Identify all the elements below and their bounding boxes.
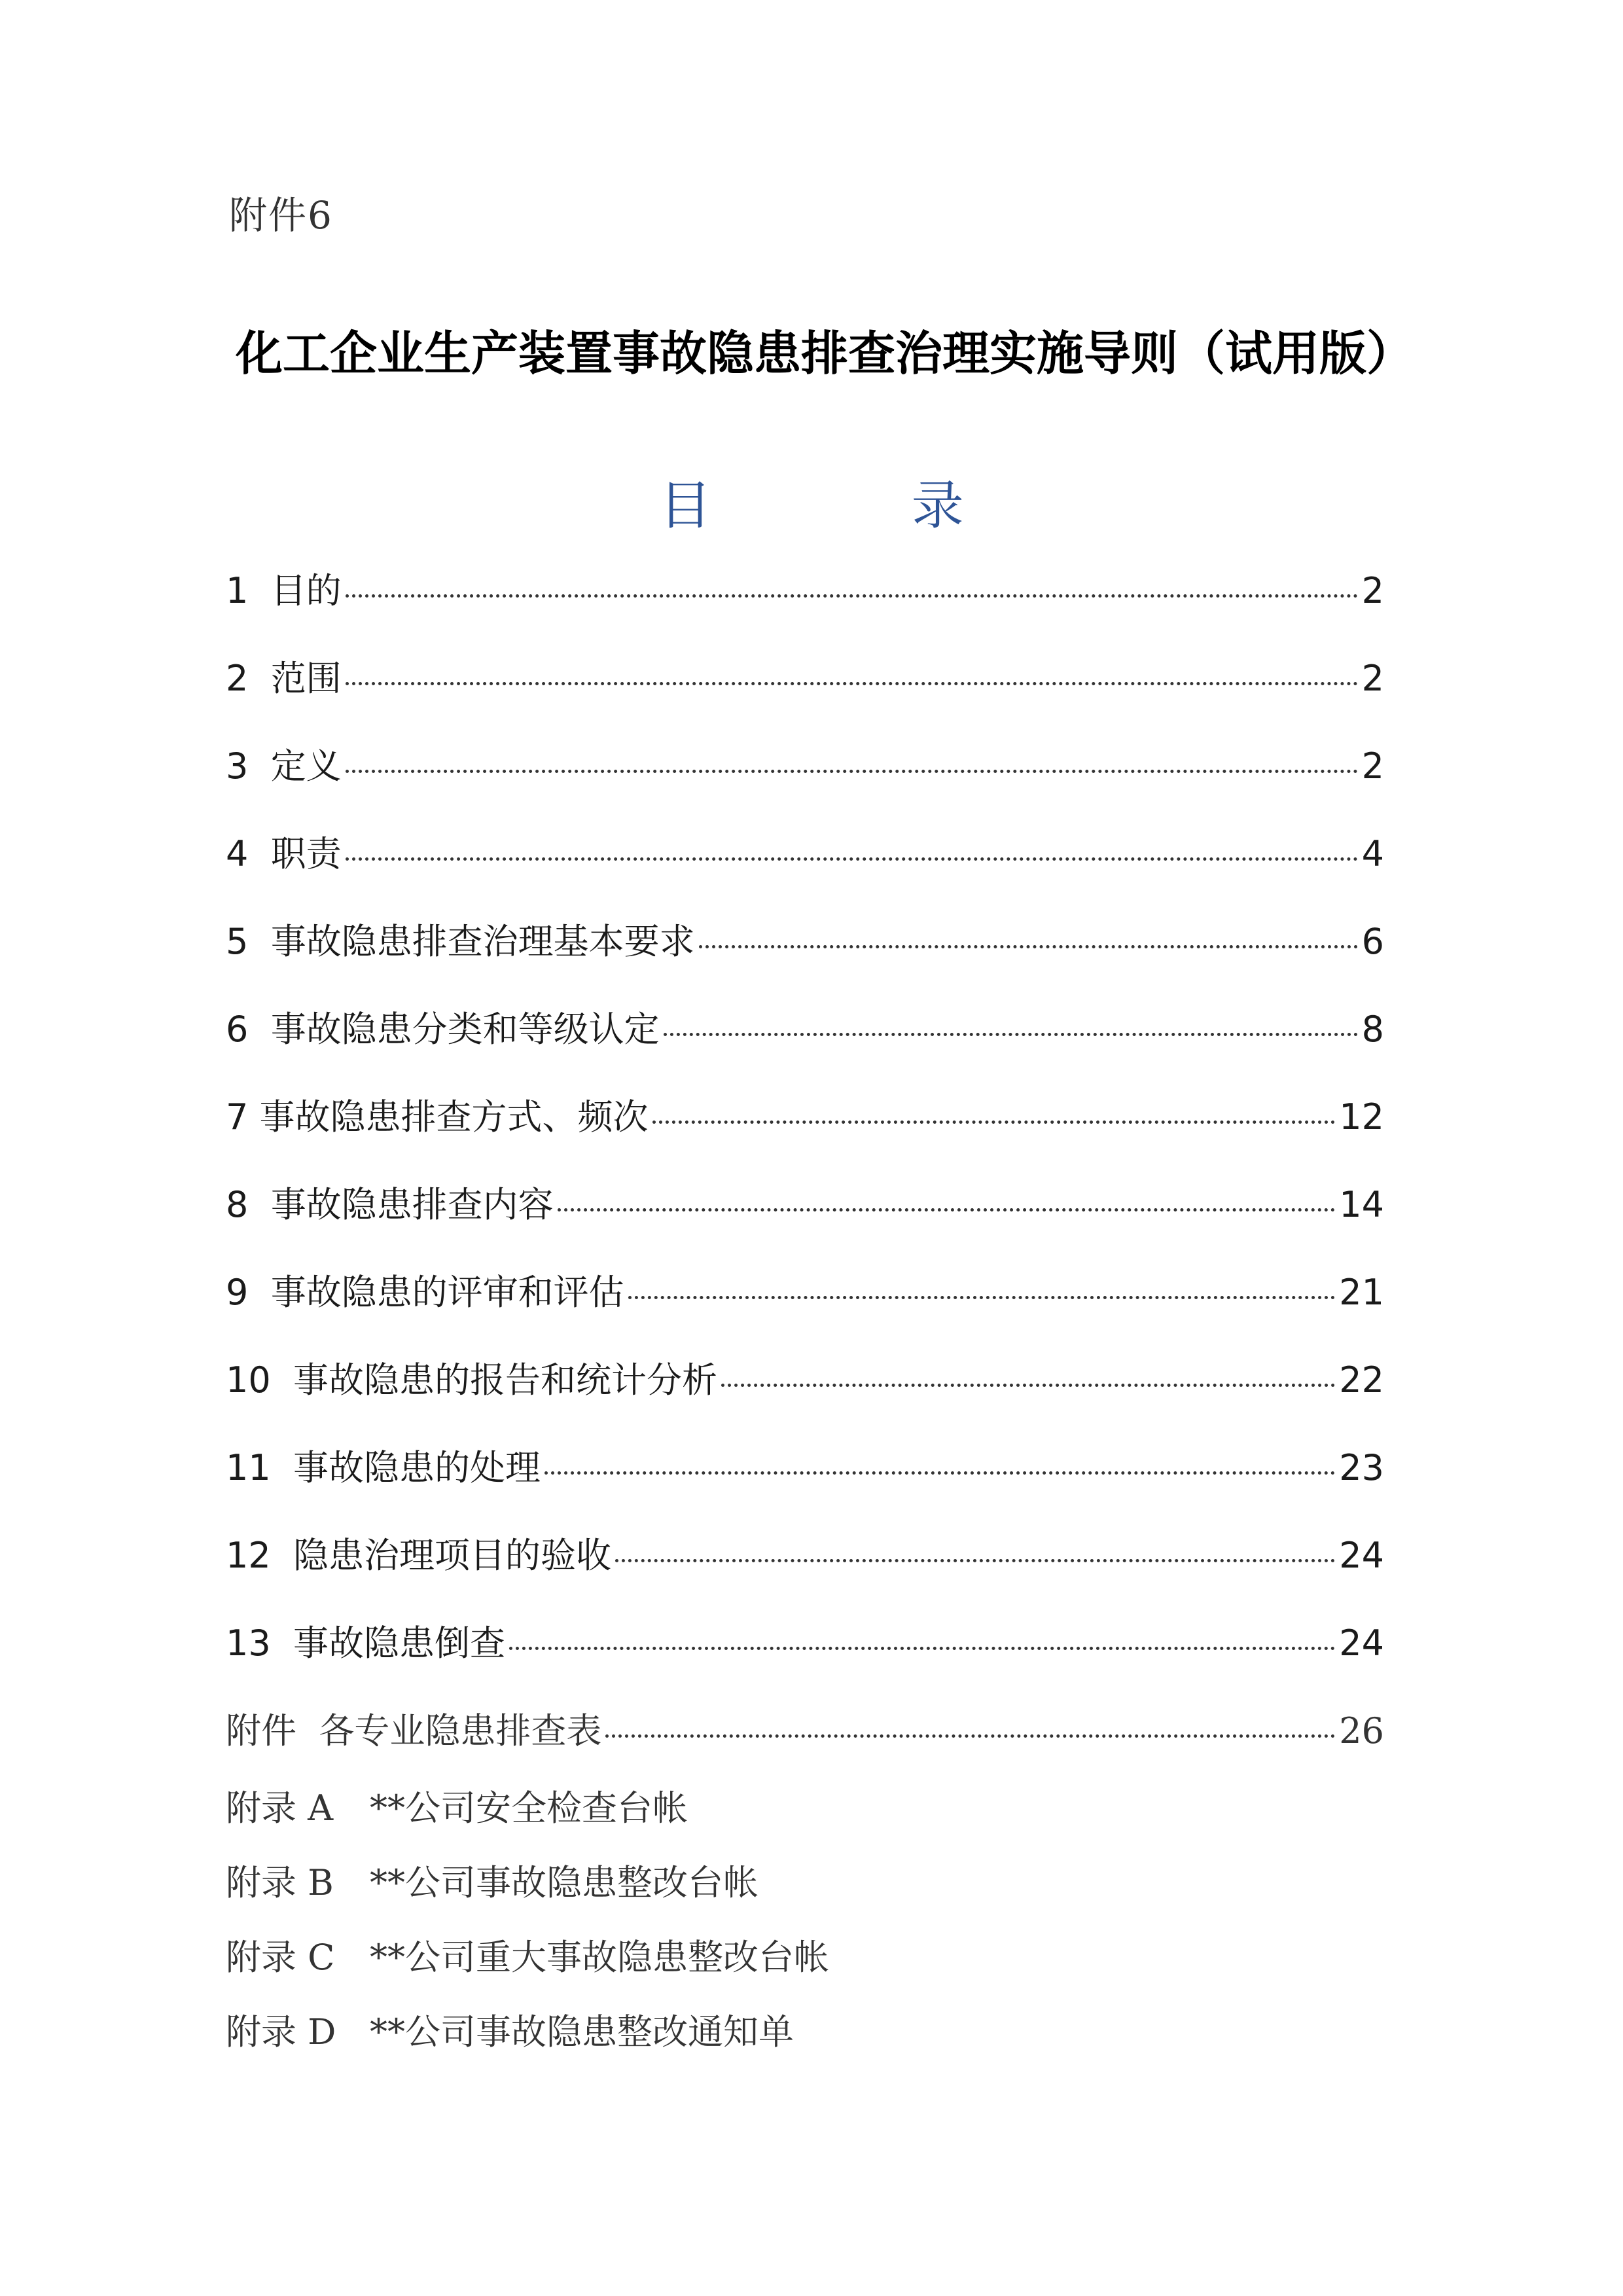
toc-entry-4[interactable] bbox=[226, 826, 1384, 914]
toc-entry-text: 事故隐患的处理 bbox=[293, 1447, 541, 1488]
toc-entry-3[interactable] bbox=[226, 738, 1384, 826]
toc-entry-text: 事故隐患的评审和评估 bbox=[270, 1272, 624, 1313]
toc-entry-text: 各专业隐患排查表 bbox=[319, 1710, 602, 1751]
toc-entry-text: 定义 bbox=[270, 745, 342, 787]
toc-entry-6[interactable] bbox=[226, 1001, 1384, 1089]
toc-entry-page: 22 bbox=[1339, 1359, 1384, 1401]
toc-entry-number: 4 bbox=[226, 833, 271, 874]
toc-dot-leader bbox=[652, 1121, 1336, 1124]
appendix-label: 附录 A bbox=[226, 1787, 334, 1829]
appendix-name: **公司重大事故隐患整改台帐 bbox=[370, 1937, 829, 1978]
toc-dot-leader bbox=[628, 1296, 1336, 1299]
toc-entry-page: 8 bbox=[1361, 1009, 1384, 1050]
toc-entry-page: 2 bbox=[1361, 745, 1384, 787]
toc-entry-text: 事故隐患排查治理基本要求 bbox=[270, 921, 695, 962]
toc-entry-text: 事故隐患排查方式、频次 bbox=[259, 1096, 649, 1138]
toc-dot-leader bbox=[346, 682, 1358, 685]
toc-entry-text: 目的 bbox=[270, 570, 342, 611]
toc-dot-leader bbox=[699, 945, 1358, 948]
toc-entry-2[interactable] bbox=[226, 651, 1384, 738]
toc-entry-page: 6 bbox=[1361, 921, 1384, 962]
appendix-entry-b bbox=[226, 1855, 1404, 1929]
toc-dot-leader bbox=[664, 1033, 1358, 1036]
toc-entry-7[interactable] bbox=[226, 1089, 1384, 1177]
appendix-entry-c bbox=[226, 1929, 1404, 2004]
appendix-name: **公司安全检查台帐 bbox=[370, 1787, 688, 1829]
toc-entry-number: 1 bbox=[226, 570, 271, 611]
toc-entry-12[interactable] bbox=[226, 1528, 1384, 1615]
toc-entry-page: 24 bbox=[1339, 1623, 1384, 1664]
toc-entry-number: 6 bbox=[226, 1009, 271, 1050]
toc-entry-text: 隐患治理项目的验收 bbox=[293, 1535, 612, 1576]
toc-entry-number: 附件 bbox=[226, 1710, 319, 1751]
toc-entry-text: 事故隐患排查内容 bbox=[270, 1184, 554, 1225]
toc-entry-number: 11 bbox=[226, 1447, 294, 1488]
toc-entry-page: 12 bbox=[1339, 1096, 1384, 1138]
toc-dot-leader bbox=[605, 1734, 1335, 1738]
toc-entry-text: 事故隐患的报告和统计分析 bbox=[293, 1359, 718, 1401]
toc-entry-appendix[interactable] bbox=[226, 1703, 1384, 1791]
toc-entry-number: 8 bbox=[226, 1184, 271, 1225]
appendix-name: **公司事故隐患整改通知单 bbox=[370, 2011, 794, 2053]
appendix-name: **公司事故隐患整改台帐 bbox=[370, 1862, 758, 1903]
toc-entry-1[interactable] bbox=[226, 563, 1384, 651]
toc-entry-8[interactable] bbox=[226, 1177, 1384, 1265]
toc-entry-number: 12 bbox=[226, 1535, 294, 1576]
toc-entry-number: 9 bbox=[226, 1272, 271, 1313]
toc-dot-leader bbox=[346, 857, 1358, 861]
toc-entry-13[interactable] bbox=[226, 1615, 1384, 1703]
toc-entry-number: 13 bbox=[226, 1623, 294, 1664]
attachment-label: 附件6 bbox=[229, 193, 333, 238]
appendix-label: 附录 B bbox=[226, 1862, 334, 1903]
toc-entry-page: 23 bbox=[1339, 1447, 1384, 1488]
toc-entry-page: 4 bbox=[1361, 833, 1384, 874]
toc-entry-number: 3 bbox=[226, 745, 271, 787]
document-title: 化工企业生产装置事故隐患排查治理实施导则（试用版） bbox=[236, 326, 1414, 381]
toc-entry-text: 范围 bbox=[270, 658, 342, 699]
toc-entry-page: 21 bbox=[1339, 1272, 1384, 1313]
toc-entry-page: 2 bbox=[1361, 658, 1384, 699]
toc-dot-leader bbox=[544, 1471, 1335, 1475]
toc-dot-leader bbox=[346, 594, 1358, 598]
toc-entry-number: 7 bbox=[226, 1096, 260, 1138]
toc-heading: 目 录 bbox=[659, 475, 1056, 536]
toc-entry-page: 24 bbox=[1339, 1535, 1384, 1576]
toc-entry-10[interactable] bbox=[226, 1352, 1384, 1440]
toc-dot-leader bbox=[558, 1208, 1336, 1211]
toc-entry-9[interactable] bbox=[226, 1265, 1384, 1352]
appendix-list bbox=[226, 1780, 1404, 2079]
toc-dot-leader bbox=[615, 1559, 1335, 1562]
toc-dot-leader bbox=[509, 1647, 1335, 1650]
toc-entry-5[interactable] bbox=[226, 914, 1384, 1001]
toc-entry-number: 10 bbox=[226, 1359, 294, 1401]
appendix-label: 附录 D bbox=[226, 2011, 336, 2053]
toc-entry-page: 2 bbox=[1361, 570, 1384, 611]
toc-entry-11[interactable] bbox=[226, 1440, 1384, 1528]
appendix-entry-d bbox=[226, 2004, 1404, 2079]
toc-entry-number: 2 bbox=[226, 658, 271, 699]
toc-entry-text: 事故隐患分类和等级认定 bbox=[270, 1009, 660, 1050]
toc-dot-leader bbox=[346, 770, 1358, 773]
appendix-label: 附录 C bbox=[226, 1937, 335, 1978]
toc-entry-text: 事故隐患倒查 bbox=[293, 1623, 506, 1664]
toc-entry-text: 职责 bbox=[270, 833, 342, 874]
toc-entry-page: 14 bbox=[1339, 1184, 1384, 1225]
table-of-contents bbox=[226, 563, 1384, 1791]
toc-entry-page: 26 bbox=[1339, 1710, 1384, 1751]
toc-dot-leader bbox=[721, 1384, 1335, 1387]
toc-entry-number: 5 bbox=[226, 921, 271, 962]
appendix-entry-a bbox=[226, 1780, 1404, 1855]
